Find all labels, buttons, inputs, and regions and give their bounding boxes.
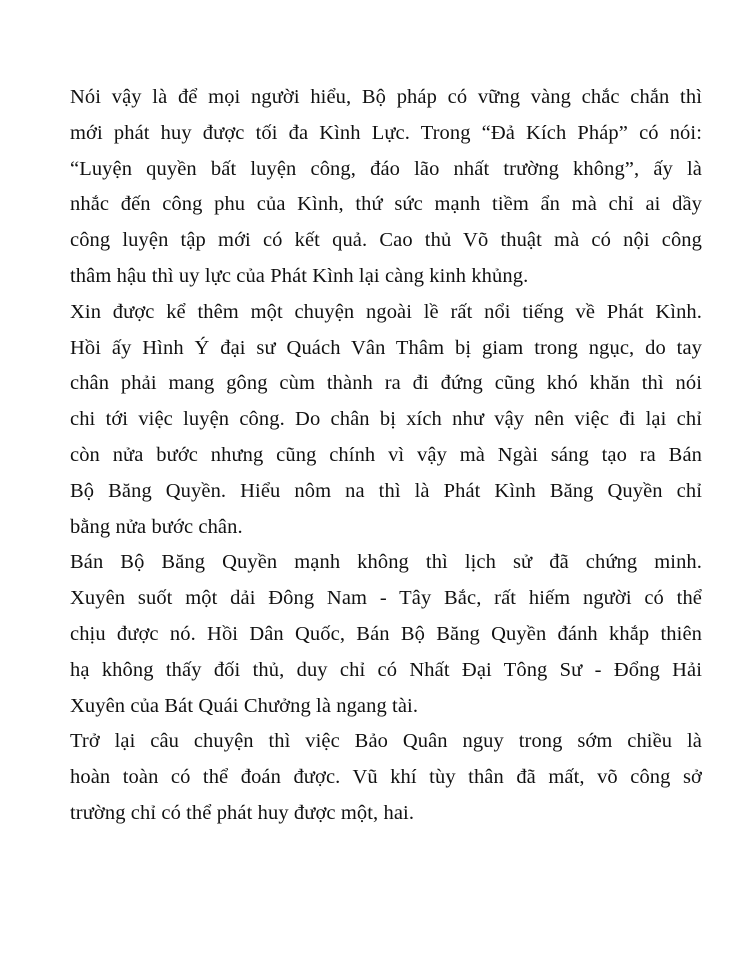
text-line: chịu được nó. Hồi Dân Quốc, Bán Bộ Băng Quyền đánh khắp thiên xyxy=(70,622,702,645)
text-line: Trở lại câu chuyện thì việc Bảo Quân nguy trong sớm chiều là xyxy=(70,730,702,753)
text-line: Nói vậy là để mọi người hiểu, Bộ pháp có vững vàng chắc chắn thì xyxy=(70,86,702,108)
text-line: Hồi ấy Hình Ý đại sư Quách Vân Thâm bị giam trong ngục, do tay xyxy=(70,336,702,359)
text-line: hoàn toàn có thể đoán được. Vũ khí tùy thân đã mất, võ công sở xyxy=(70,766,702,789)
text-line: công luyện tập mới có kết quả. Cao thủ Võ thuật mà có nội công xyxy=(70,229,702,252)
paragraph-2 xyxy=(70,295,702,546)
text-line: Xin được kể thêm một chuyện ngoài lề rất nổi tiếng về Phát Kình. xyxy=(70,300,702,323)
text-line: Bộ Băng Quyền. Hiểu nôm na thì là Phát Kình Băng Quyền chỉ xyxy=(70,479,702,502)
text-line: “Luyện quyền bất luyện công, đáo lão nhất trường không”, ấy là xyxy=(70,157,702,180)
text-line: Xuyên suốt một dải Đông Nam - Tây Bắc, rất hiếm người có thể xyxy=(70,587,702,610)
body-text xyxy=(70,80,702,832)
text-line: nhắc đến công phu của Kình, thứ sức mạnh tiềm ẩn mà chỉ ai dầy xyxy=(70,193,702,216)
paragraph-3 xyxy=(70,545,702,724)
text-line: chân phải mang gông cùm thành ra đi đứng cũng khó khăn thì nói xyxy=(70,372,702,395)
text-line: chi tới việc luyện công. Do chân bị xích như vậy nên việc đi lại chỉ xyxy=(70,408,702,431)
text-line: Xuyên của Bát Quái Chưởng là ngang tài. xyxy=(70,694,419,717)
text-line: bằng nửa bước chân. xyxy=(70,515,243,538)
text-line: còn nửa bước nhưng cũng chính vì vậy mà Ngài sáng tạo ra Bán xyxy=(70,443,702,466)
text-line: mới phát huy được tối đa Kình Lực. Trong “Đả Kích Pháp” có nói: xyxy=(70,121,702,144)
text-line: Bán Bộ Băng Quyền mạnh không thì lịch sử đã chứng minh. xyxy=(70,551,702,574)
paragraph-1 xyxy=(70,80,702,295)
text-line: thâm hậu thì uy lực của Phát Kình lại càng kinh khủng. xyxy=(70,264,529,287)
text-line: hạ không thấy đối thủ, duy chỉ có Nhất Đại Tông Sư - Đổng Hải xyxy=(70,658,702,681)
text-line: trường chỉ có thể phát huy được một, hai. xyxy=(70,801,415,824)
paragraph-4 xyxy=(70,724,702,831)
